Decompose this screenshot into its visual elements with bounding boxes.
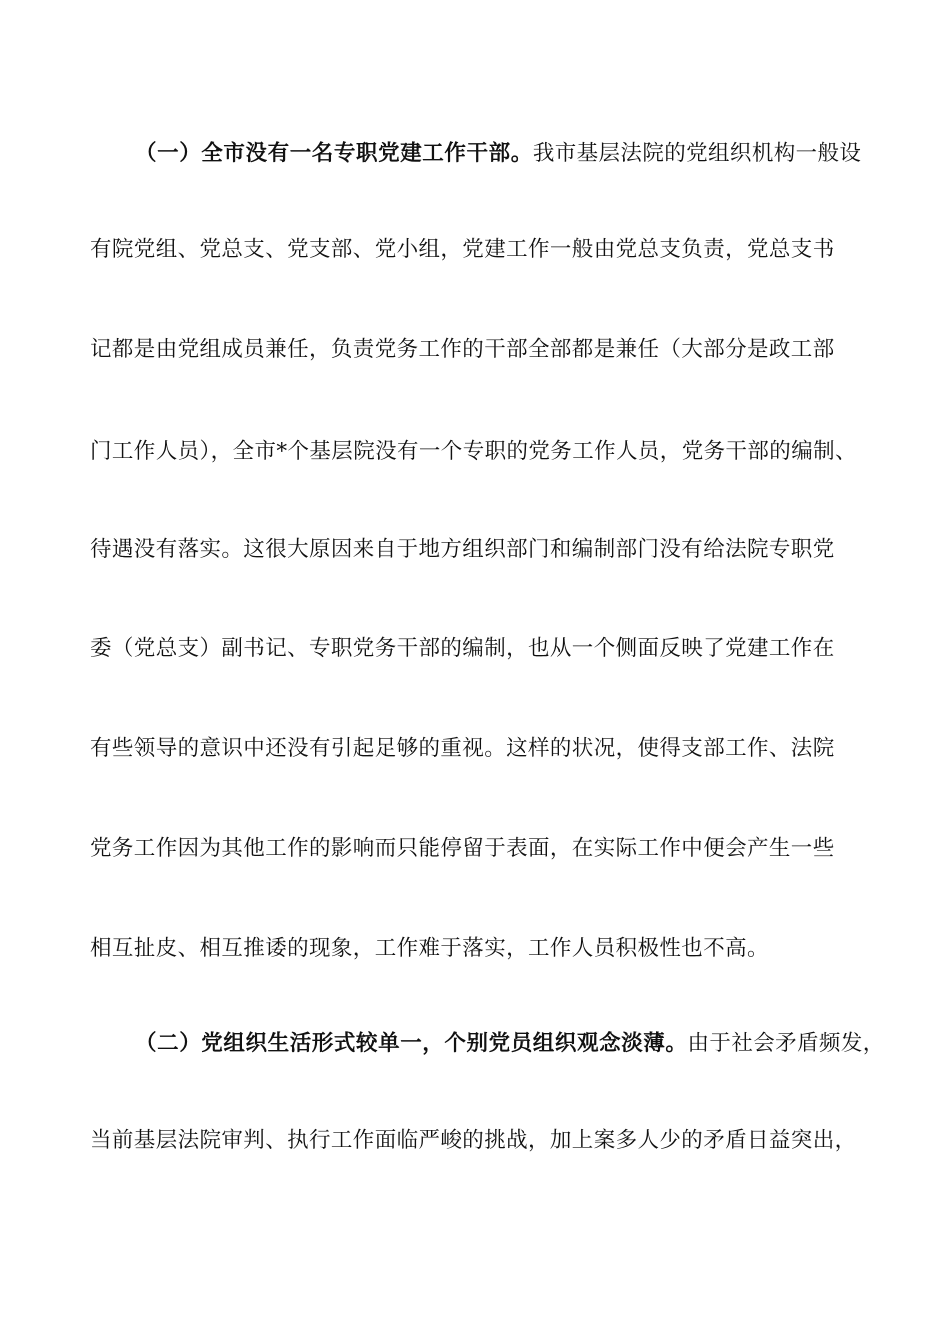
paragraph-2-text: 由于社会矛盾频发， [687, 1031, 885, 1056]
paragraph-1-heading: （一）全市没有一名专职党建工作干部。 [135, 141, 533, 166]
paragraph-1-line-7: 有些领导的意识中还没有引起足够的重视。这样的状况，使得支部工作、法院 [90, 736, 835, 761]
paragraph-2-heading: （二）党组织生活形式较单一，个别党员组织观念淡薄。 [135, 1031, 688, 1056]
paragraph-2-line-1 [135, 1027, 935, 1061]
paragraph-1-line-5: 待遇没有落实。这很大原因来自于地方组织部门和编制部门没有给法院专职党 [90, 537, 835, 562]
paragraph-1-line-1 [135, 137, 935, 171]
paragraph-1-line-4: 门工作人员），全市*个基层院没有一个专职的党务工作人员，党务干部的编制、 [90, 439, 857, 464]
paragraph-1-line-8: 党务工作因为其他工作的影响而只能停留于表面，在实际工作中便会产生一些 [90, 836, 835, 861]
paragraph-1-line-9: 相互扯皮、相互推诿的现象，工作难于落实，工作人员积极性也不高。 [90, 936, 769, 961]
paragraph-1-line-6: 委（党总支）副书记、专职党务干部的编制，也从一个侧面反映了党建工作在 [90, 636, 835, 661]
paragraph-1-line-3: 记都是由党组成员兼任，负责党务工作的干部全部都是兼任（大部分是政工部 [90, 337, 835, 362]
paragraph-2-line-2: 当前基层法院审判、执行工作面临严峻的挑战，加上案多人少的矛盾日益突出， [90, 1128, 857, 1153]
paragraph-1-text: 我市基层法院的党组织机构一般设 [532, 141, 862, 166]
paragraph-1-line-2: 有院党组、党总支、党支部、党小组，党建工作一般由党总支负责，党总支书 [90, 237, 835, 262]
